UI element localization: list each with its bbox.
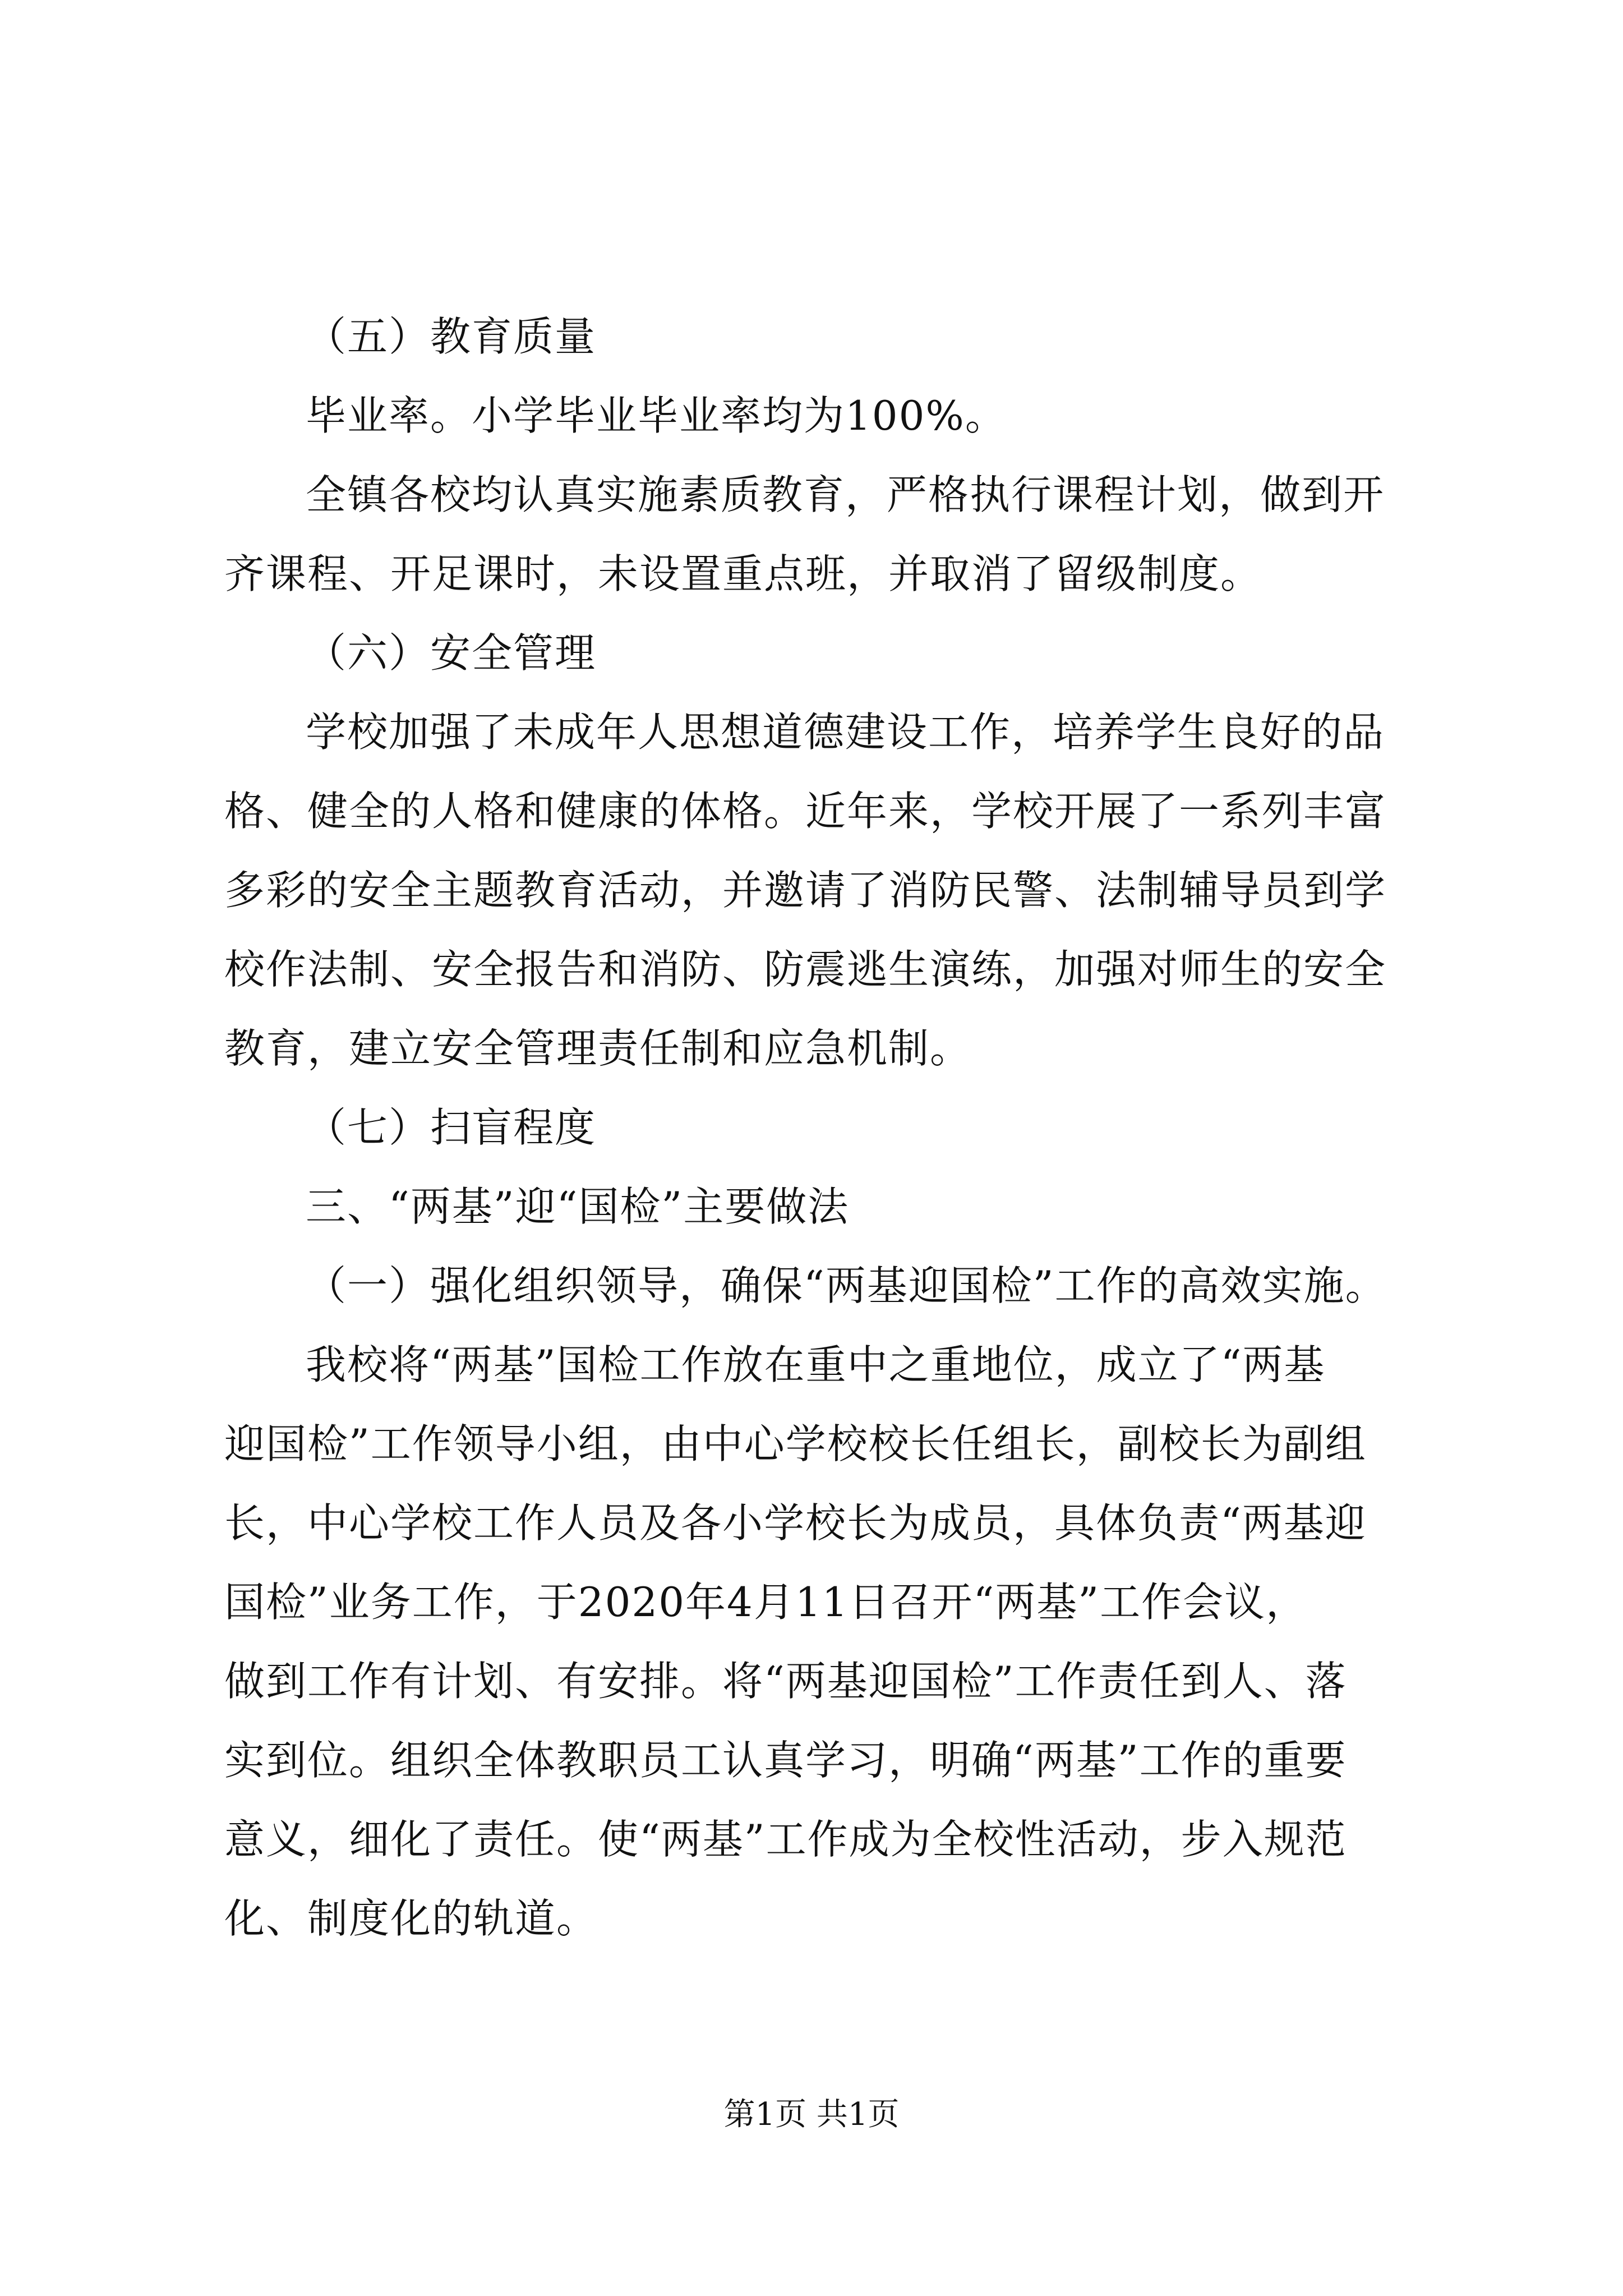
paragraph-line: 全镇各校均认真实施素质教育，严格执行课程计划，做到开: [306, 471, 1385, 518]
subsection-heading-organization: （一）强化组织领导，确保“两基迎国检”工作的高效实施。: [306, 1262, 1387, 1309]
paragraph-line: 意义，细化了责任。使“两基”工作成为全校性活动，步入规范: [224, 1816, 1347, 1863]
paragraph-line: 长，中心学校工作人员及各小学校长为成员，具体负责“两基迎: [224, 1499, 1367, 1547]
section-heading-safety-management: （六）安全管理: [306, 629, 597, 677]
paragraph-line: 格、健全的人格和健康的体格。近年来，学校开展了一系列丰富: [224, 788, 1387, 835]
paragraph-line: 校作法制、安全报告和消防、防震逃生演练，加强对师生的安全: [224, 946, 1387, 993]
document-body: [224, 297, 1410, 1958]
section-heading-literacy: （七）扫盲程度: [306, 1104, 597, 1151]
paragraph-line: 迎国检”工作领导小组，由中心学校校长任组长，副校长为副组: [224, 1420, 1367, 1467]
paragraph-line: 我校将“两基”国检工作放在重中之重地位，成立了“两基: [306, 1341, 1326, 1388]
section-heading-education-quality: （五）教育质量: [306, 313, 597, 360]
page-number-footer: 第1页 共1页: [723, 2096, 900, 2133]
paragraph-line: 实到位。组织全体教职员工认真学习，明确“两基”工作的重要: [224, 1737, 1347, 1784]
paragraph-line: 毕业率。小学毕业毕业率均为100%。: [306, 392, 1007, 439]
paragraph-line: 国检”业务工作，于2020年4月11日召开“两基”工作会议，: [224, 1579, 1308, 1626]
paragraph-line: 化、制度化的轨道。: [224, 1895, 598, 1942]
paragraph-line: 齐课程、开足课时，未设置重点班，并取消了留级制度。: [224, 550, 1262, 597]
section-heading-main-practices: 三、“两基”迎“国检”主要做法: [306, 1183, 850, 1230]
paragraph-line: 做到工作有计划、有安排。将“两基迎国检”工作责任到人、落: [224, 1658, 1347, 1705]
paragraph-line: 教育，建立安全管理责任制和应急机制。: [224, 1025, 972, 1072]
paragraph-line: 多彩的安全主题教育活动，并邀请了消防民警、法制辅导员到学: [224, 867, 1387, 914]
paragraph-line: 学校加强了未成年人思想道德建设工作，培养学生良好的品: [306, 708, 1385, 756]
